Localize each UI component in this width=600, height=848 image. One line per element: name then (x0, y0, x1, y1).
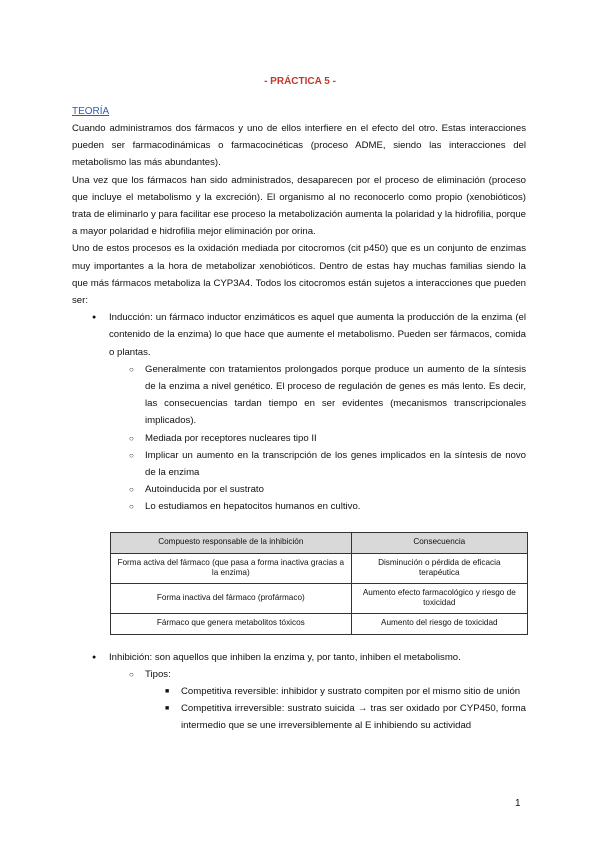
list-item: ○ Generalmente con tratamientos prolongados porque produce un aumento de la síntesis de la enzima a nivel genético. El proceso de regulación de genes es más lento. Es decir, las consecuencias tardan tiempo en ser evidentes (mecanismos transcripcionales implicados). (129, 361, 526, 430)
table-cell: Fármaco que genera metabolitos tóxicos (111, 613, 352, 634)
table-cell: Forma inactiva del fármaco (profármaco) (111, 583, 352, 613)
induction-sublist (129, 361, 526, 516)
table-header-row (111, 532, 528, 553)
list-item: ○ Implicar un aumento en la transcripción de los genes implicados en la síntesis de novo de la enzima (129, 447, 526, 481)
table-cell: Forma activa del fármaco (que pasa a forma inactiva gracias a la enzima) (111, 553, 352, 583)
list-item: ○ Mediada por receptores nucleares tipo II (129, 430, 526, 447)
interaction-list-2 (92, 649, 526, 735)
inhibition-table (110, 532, 528, 635)
list-item: ■ Competitiva irreversible: sustrato suicida → tras ser oxidado por CYP450, forma intermedio que se une irreversiblemente al E inhibiendo su actividad (165, 700, 526, 734)
document-body (72, 120, 526, 735)
list-item-types (129, 666, 526, 735)
table-cell: Disminución o pérdida de eficacia terapéutica (351, 553, 527, 583)
types-sublist (165, 683, 526, 735)
list-item: ○ Lo estudiamos en hepatocitos humanos en cultivo. (129, 498, 526, 515)
list-item: ○ Autoinducida por el sustrato (129, 481, 526, 498)
table-row (111, 613, 528, 634)
table-row (111, 583, 528, 613)
list-item-inhibition (92, 649, 526, 735)
list-item: ■ Competitiva reversible: inhibidor y sustrato compiten por el mismo sitio de unión (165, 683, 526, 700)
inhibition-sublist (129, 666, 526, 735)
table-row (111, 553, 528, 583)
table-cell: Aumento del riesgo de toxicidad (351, 613, 527, 634)
inhibition-text: Inhibición: son aquellos que inhiben la enzima y, por tanto, inhiben el metabolismo. (109, 651, 461, 663)
page-number: 1 (515, 798, 521, 809)
page-title: - PRÁCTICA 5 - (264, 76, 336, 87)
interaction-list (92, 309, 526, 515)
list-item-induction (92, 309, 526, 515)
types-label: Tipos: (145, 668, 171, 680)
induction-text: Inducción: un fármaco inductor enzimáticos es aquel que aumenta la producción de la enzima (el contenido de la enzima) lo que hace que aumente el metabolismo. Pueden ser fármacos, comida o plantas. (109, 312, 526, 358)
table-header: Consecuencia (351, 532, 527, 553)
paragraph: Cuando administramos dos fármacos y uno de ellos interfiere en el efecto del otro. Estas interacciones pueden ser farmacodinámicas o farmacocinéticas (proceso ADME, siendo las interacciones del metabolismo las más abundantes). (72, 123, 526, 169)
paragraph: Una vez que los fármacos han sido administrados, desaparecen por el proceso de eliminación (proceso que incluye el metabolismo y la excreción). El organismo al no reconocerlo como propio (xenobióticos) trata de eliminarlo y para facilitar ese proceso la metabolización aumenta la polaridad y la hidrofilia, porque a mayor polaridad e hidrofilia mejor eliminación por orina. (72, 174, 526, 238)
section-heading: TEORÍA (72, 106, 110, 117)
table-header: Compuesto responsable de la inhibición (111, 532, 352, 553)
table-cell: Aumento efecto farmacológico y riesgo de toxicidad (351, 583, 527, 613)
paragraph: Uno de estos procesos es la oxidación mediada por citocromos (cit p450) que es un conjunto de enzimas muy importantes a la hora de metabolizar xenobióticos. Dentro de estas hay muchas familias siendo la que más fármacos metaboliza la CYP3A4. Todos los citocromos están sujetos a interacciones que pueden ser: (72, 243, 526, 307)
